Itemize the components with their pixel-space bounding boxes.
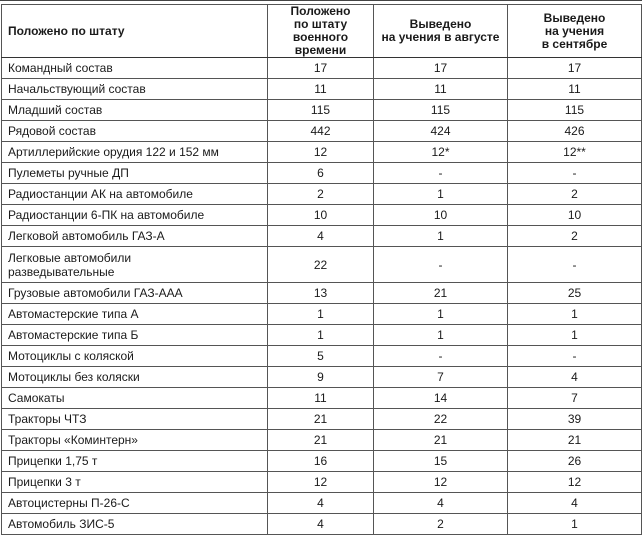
table-row	[2, 184, 642, 205]
september-cell: 26	[508, 451, 642, 472]
september-cell: -	[508, 346, 642, 367]
table-row	[2, 163, 642, 184]
row-name-cell: Рядовой состав	[2, 121, 268, 142]
wartime-staff-cell: 4	[268, 514, 374, 535]
wartime-staff-cell: 4	[268, 493, 374, 514]
wartime-staff-cell: 11	[268, 388, 374, 409]
table-row	[2, 283, 642, 304]
august-cell: 12*	[374, 142, 508, 163]
row-name-cell: Автомобиль ЗИС-5	[2, 514, 268, 535]
table-row	[2, 79, 642, 100]
wartime-staff-cell: 9	[268, 367, 374, 388]
september-cell: -	[508, 247, 642, 283]
september-cell: 1	[508, 514, 642, 535]
august-cell: 21	[374, 283, 508, 304]
row-name-cell: Прицепки 3 т	[2, 472, 268, 493]
september-cell: 7	[508, 388, 642, 409]
top-rule	[0, 0, 642, 1]
august-cell: 1	[374, 226, 508, 247]
row-name-cell: Автомастерские типа Б	[2, 325, 268, 346]
row-name-cell: Пулеметы ручные ДП	[2, 163, 268, 184]
wartime-staff-cell: 16	[268, 451, 374, 472]
row-name-cell: Мотоциклы с коляской	[2, 346, 268, 367]
wartime-staff-cell: 115	[268, 100, 374, 121]
august-cell: 21	[374, 430, 508, 451]
september-cell: 39	[508, 409, 642, 430]
august-cell: 1	[374, 184, 508, 205]
row-name-cell: Автоцистерны П-26-С	[2, 493, 268, 514]
wartime-staff-cell: 12	[268, 472, 374, 493]
august-cell: -	[374, 346, 508, 367]
table-header	[2, 5, 642, 58]
september-cell: 426	[508, 121, 642, 142]
wartime-staff-cell: 4	[268, 226, 374, 247]
row-name-cell: Младший состав	[2, 100, 268, 121]
row-name-cell: Артиллерийские орудия 122 и 152 мм	[2, 142, 268, 163]
august-cell: 17	[374, 58, 508, 79]
data-table	[1, 4, 642, 535]
header-cell-category: Положено по штату	[2, 5, 268, 58]
table-row	[2, 472, 642, 493]
wartime-staff-cell: 2	[268, 184, 374, 205]
september-cell: 2	[508, 226, 642, 247]
wartime-staff-cell: 11	[268, 79, 374, 100]
table-row	[2, 493, 642, 514]
wartime-staff-cell: 5	[268, 346, 374, 367]
row-name-cell: Командный состав	[2, 58, 268, 79]
august-cell: 424	[374, 121, 508, 142]
august-cell: 1	[374, 325, 508, 346]
wartime-staff-cell: 442	[268, 121, 374, 142]
table-row	[2, 325, 642, 346]
august-cell: 2	[374, 514, 508, 535]
august-cell: 12	[374, 472, 508, 493]
september-cell: 12	[508, 472, 642, 493]
table-row	[2, 142, 642, 163]
row-name-cell: Начальствующий состав	[2, 79, 268, 100]
wartime-staff-cell: 17	[268, 58, 374, 79]
wartime-staff-cell: 21	[268, 430, 374, 451]
row-name-cell: Легковой автомобиль ГАЗ-А	[2, 226, 268, 247]
table-row	[2, 367, 642, 388]
september-cell: -	[508, 163, 642, 184]
row-name-cell: Самокаты	[2, 388, 268, 409]
table-body	[2, 58, 642, 535]
row-name-cell: Мотоциклы без коляски	[2, 367, 268, 388]
row-name-cell: Грузовые автомобили ГАЗ-ААА	[2, 283, 268, 304]
table-row	[2, 205, 642, 226]
row-name-cell: Тракторы ЧТЗ	[2, 409, 268, 430]
table-row	[2, 100, 642, 121]
september-cell: 11	[508, 79, 642, 100]
september-cell: 21	[508, 430, 642, 451]
row-name-cell: Тракторы «Коминтерн»	[2, 430, 268, 451]
header-cell-august: Выведено на учения в августе	[374, 5, 508, 58]
september-cell: 4	[508, 367, 642, 388]
september-cell: 1	[508, 325, 642, 346]
header-cell-wartime-staff: Положено по штату военного времени	[268, 5, 374, 58]
table-row	[2, 430, 642, 451]
august-cell: 22	[374, 409, 508, 430]
september-cell: 25	[508, 283, 642, 304]
table-row	[2, 247, 642, 283]
wartime-staff-cell: 10	[268, 205, 374, 226]
august-cell: 15	[374, 451, 508, 472]
table-row	[2, 451, 642, 472]
august-cell: -	[374, 247, 508, 283]
september-cell: 1	[508, 304, 642, 325]
september-cell: 4	[508, 493, 642, 514]
august-cell: 10	[374, 205, 508, 226]
september-cell: 10	[508, 205, 642, 226]
table-row	[2, 346, 642, 367]
wartime-staff-cell: 6	[268, 163, 374, 184]
table-row	[2, 121, 642, 142]
september-cell: 12**	[508, 142, 642, 163]
august-cell: 11	[374, 79, 508, 100]
table-row	[2, 226, 642, 247]
august-cell: 115	[374, 100, 508, 121]
wartime-staff-cell: 12	[268, 142, 374, 163]
august-cell: 7	[374, 367, 508, 388]
table-row	[2, 388, 642, 409]
august-cell: 1	[374, 304, 508, 325]
wartime-staff-cell: 21	[268, 409, 374, 430]
row-name-cell: Прицепки 1,75 т	[2, 451, 268, 472]
row-name-cell: Радиостанции 6-ПК на автомобиле	[2, 205, 268, 226]
table-row	[2, 58, 642, 79]
september-cell: 2	[508, 184, 642, 205]
wartime-staff-cell: 22	[268, 247, 374, 283]
september-cell: 17	[508, 58, 642, 79]
table-row	[2, 514, 642, 535]
table-row	[2, 409, 642, 430]
august-cell: 14	[374, 388, 508, 409]
row-name-cell: Легковые автомобили разведывательные	[2, 247, 268, 283]
header-row	[2, 5, 642, 58]
wartime-staff-cell: 13	[268, 283, 374, 304]
row-name-cell: Радиостанции АК на автомобиле	[2, 184, 268, 205]
september-cell: 115	[508, 100, 642, 121]
august-cell: 4	[374, 493, 508, 514]
header-cell-september: Выведено на учения в сентябре	[508, 5, 642, 58]
wartime-staff-cell: 1	[268, 325, 374, 346]
august-cell: -	[374, 163, 508, 184]
table-row	[2, 304, 642, 325]
row-name-cell: Автомастерские типа А	[2, 304, 268, 325]
wartime-staff-cell: 1	[268, 304, 374, 325]
